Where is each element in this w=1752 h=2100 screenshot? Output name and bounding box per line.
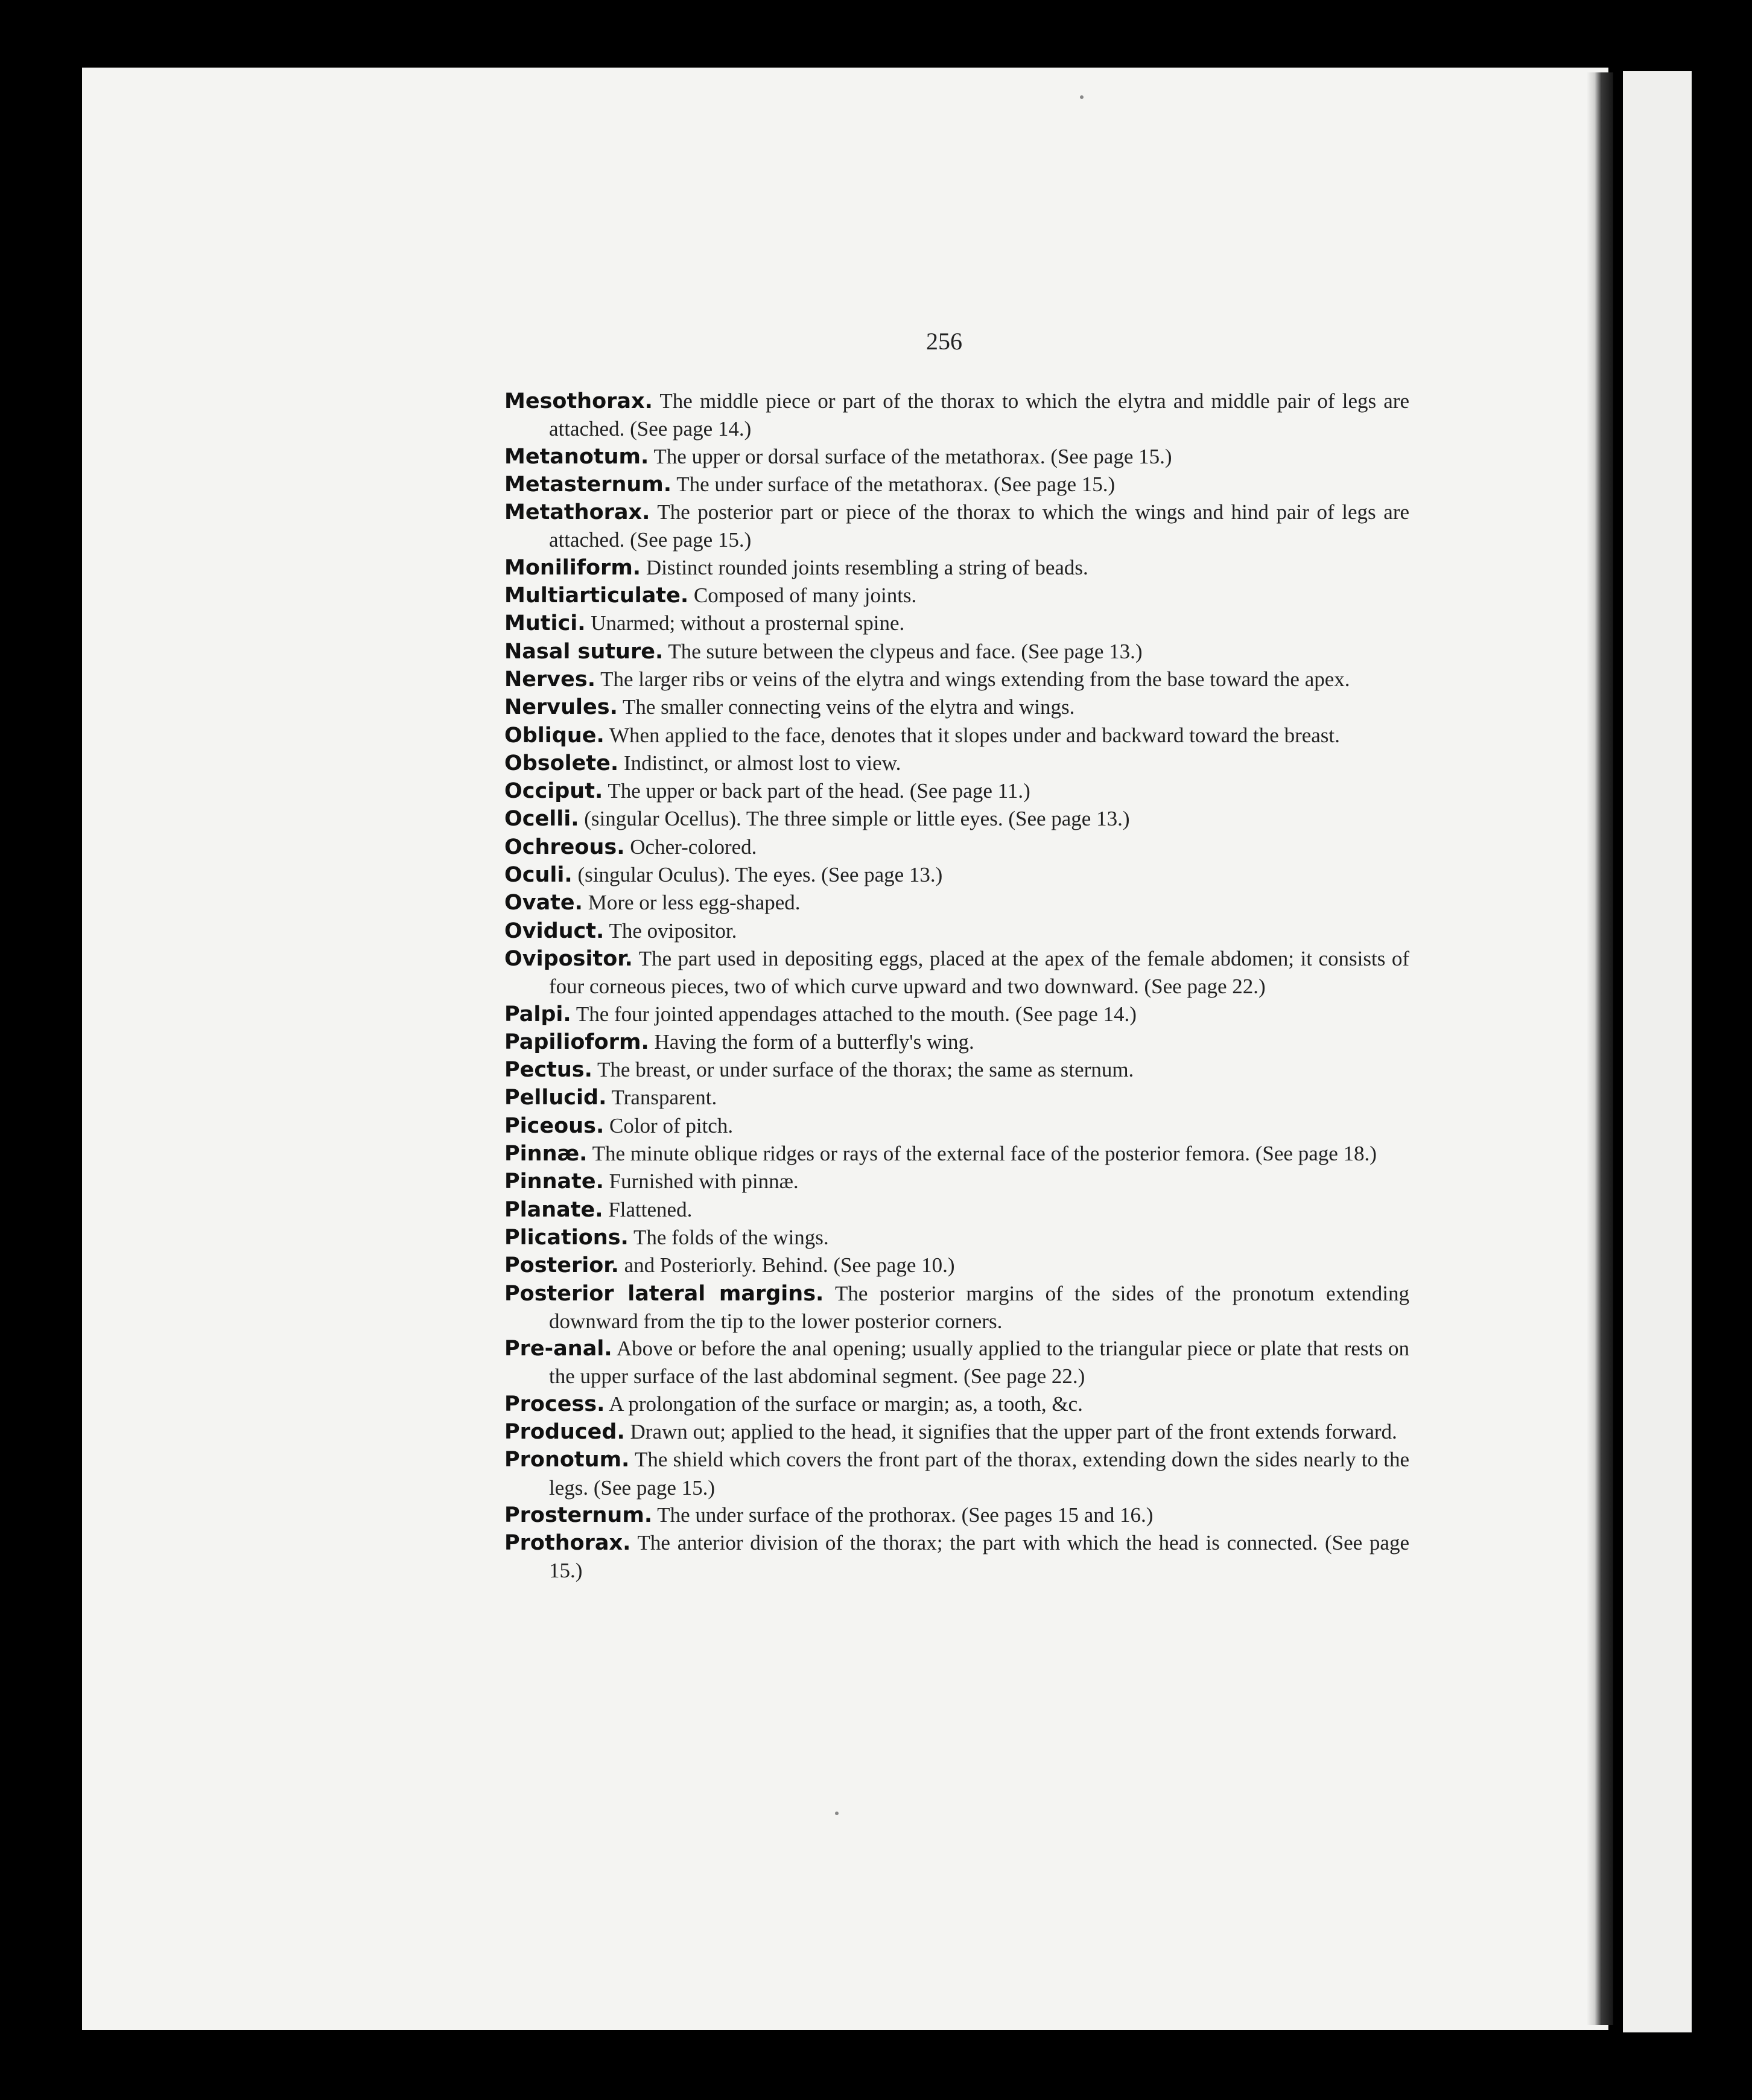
glossary-entry xyxy=(504,387,1409,443)
glossary-definition: The suture between the clypeus and face. xyxy=(668,639,1016,663)
glossary-entry xyxy=(504,1140,1409,1168)
glossary-definition: (singular Oculus). The eyes. xyxy=(577,863,816,887)
glossary-entry xyxy=(504,1418,1409,1446)
page-reference: (See page 15.) xyxy=(993,472,1116,496)
glossary-definition: The under surface of the prothorax. xyxy=(657,1503,956,1527)
glossary-definition: The breast, or under surface of the thorax; the same as sternum. xyxy=(597,1058,1134,1082)
glossary-definition: The ovipositor. xyxy=(609,918,737,943)
glossary-term: Palpi . xyxy=(504,1002,571,1026)
dust-speck xyxy=(835,1812,839,1815)
glossary-entry xyxy=(504,833,1409,861)
glossary-entry xyxy=(504,722,1409,749)
glossary-entry xyxy=(504,1112,1409,1140)
glossary-definition: Drawn out; applied to the head, it signifies that the upper part of the front extends forward. xyxy=(630,1419,1397,1443)
glossary-definition: The part used in depositing eggs, placed at the apex of the female abdomen; it consists of four corneous pieces, two of which curve upward and two downward. xyxy=(549,946,1409,999)
glossary-definition: Composed of many joints. xyxy=(693,584,917,608)
glossary-definition: Above or before the anal opening; usually applied to the triangular piece or plate that rests on the upper surface of the last abdominal segment. xyxy=(549,1337,1409,1389)
glossary-definition: Having the form of a butterfly's wing. xyxy=(654,1029,974,1054)
glossary-term: Oculi . xyxy=(504,863,573,887)
glossary-definition: More or less egg-shaped. xyxy=(588,891,801,915)
glossary-term: Plications . xyxy=(504,1226,629,1250)
page-reference: (See page 15.) xyxy=(630,528,752,552)
page-reference: (See page 13.) xyxy=(821,863,943,887)
page-reference: (See page 13.) xyxy=(1021,639,1143,663)
page-reference: (See page 15.) xyxy=(549,1531,1410,1583)
glossary-entry xyxy=(504,609,1409,637)
page-reference: (See page 22.) xyxy=(1144,975,1266,999)
glossary-term: Pinnate . xyxy=(504,1169,604,1194)
glossary-entry xyxy=(504,1196,1409,1224)
page-reference: (See page 18.) xyxy=(1255,1142,1377,1166)
glossary-term: Obsolete . xyxy=(504,751,618,775)
glossary-definition: The four jointed appendages attached to the mouth. xyxy=(576,1002,1011,1026)
page-reference: (See page 10.) xyxy=(833,1253,955,1278)
glossary-entry xyxy=(504,1446,1409,1501)
glossary-entry xyxy=(504,1168,1409,1195)
glossary-term: Ovipositor . xyxy=(504,947,633,971)
dust-speck xyxy=(1080,95,1084,99)
glossary-term: Ovate . xyxy=(504,891,583,915)
glossary-entry xyxy=(504,1280,1409,1335)
glossary-term: Multiarticulate . xyxy=(504,584,688,608)
page-reference: (See pages 15 and 16.) xyxy=(961,1503,1154,1527)
glossary-entry xyxy=(504,693,1409,721)
glossary-term: Piceous . xyxy=(504,1114,604,1138)
glossary-term: Pre-anal . xyxy=(504,1337,612,1361)
glossary-definition: The upper or back part of the head. xyxy=(608,779,905,803)
glossary-entry xyxy=(504,1335,1409,1390)
glossary-entry xyxy=(504,889,1409,917)
glossary-entry xyxy=(504,582,1409,609)
glossary-definition: Distinct rounded joints resembling a string of beads. xyxy=(646,555,1088,579)
glossary-entry xyxy=(504,1056,1409,1084)
glossary-definition: The shield which covers the front part of the thorax, extending down the sides nearly to the legs. xyxy=(549,1448,1410,1500)
glossary-entry xyxy=(504,1390,1409,1418)
glossary-definition: (singular Ocellus). The three simple or little eyes. xyxy=(584,807,1003,831)
glossary-definition: The posterior margins of the sides of the pronotum extending downward from the tip to the lower posterior corners. xyxy=(549,1281,1409,1333)
glossary-entry xyxy=(504,1224,1409,1252)
glossary-definition: The posterior part or piece of the thorax to which the wings and hind pair of legs are attached. xyxy=(549,500,1410,552)
glossary-term: Pinnæ . xyxy=(504,1142,587,1166)
glossary-definition: Color of pitch. xyxy=(609,1113,734,1138)
glossary-term: Ochreous . xyxy=(504,835,625,859)
glossary-term: Ocelli . xyxy=(504,807,579,831)
glossary-term: Process . xyxy=(504,1392,605,1416)
glossary-term: Nasal suture . xyxy=(504,640,663,664)
glossary-definition: The middle piece or part of the thorax to which the elytra and middle pair of legs are attached. xyxy=(549,389,1410,441)
page-reference: (See page 14.) xyxy=(630,417,752,441)
glossary-entry xyxy=(504,1529,1409,1585)
glossary-entry xyxy=(504,777,1409,805)
glossary-definition: Ocher-colored. xyxy=(630,835,757,859)
glossary-term: Oviduct . xyxy=(504,919,604,943)
page-reference: (See page 14.) xyxy=(1015,1002,1137,1026)
glossary-definition: Unarmed; without a prosternal spine. xyxy=(591,611,905,635)
glossary-entry xyxy=(504,861,1409,889)
glossary-term: Pellucid . xyxy=(504,1086,606,1110)
book-spine xyxy=(1587,72,1613,2025)
glossary-term: Prosternum . xyxy=(504,1503,652,1527)
glossary-term: Pectus . xyxy=(504,1058,592,1082)
glossary-entry xyxy=(504,917,1409,945)
glossary-entry xyxy=(504,945,1409,1001)
glossary-term: Moniliform . xyxy=(504,556,641,580)
glossary-definition: and Posteriorly. Behind. xyxy=(624,1253,828,1278)
glossary-term: Metathorax . xyxy=(504,500,650,524)
glossary-term: Metasternum . xyxy=(504,472,671,497)
glossary-entry xyxy=(504,443,1409,471)
glossary-definition: The upper or dorsal surface of the metathorax. xyxy=(653,444,1046,468)
glossary-definition: The minute oblique ridges or rays of the external face of the posterior femora. xyxy=(592,1142,1251,1166)
page-reference: (See page 11.) xyxy=(909,779,1030,803)
glossary-entry xyxy=(504,1501,1409,1529)
glossary-term: Produced . xyxy=(504,1420,625,1444)
glossary-entry xyxy=(504,1252,1409,1279)
glossary-entry xyxy=(504,471,1409,498)
glossary-term: Prothorax . xyxy=(504,1531,630,1555)
glossary-term: Mutici . xyxy=(504,611,586,635)
glossary-definition: Flattened. xyxy=(608,1197,693,1221)
glossary-definition: When applied to the face, denotes that it slopes under and backward toward the breast. xyxy=(609,723,1340,747)
glossary-entry xyxy=(504,1028,1409,1056)
page-reference: (See page 22.) xyxy=(963,1364,1085,1389)
glossary-entry xyxy=(504,638,1409,666)
glossary-entry xyxy=(504,749,1409,777)
glossary-definition: The smaller connecting veins of the elytra and wings. xyxy=(623,695,1075,719)
glossary-entry xyxy=(504,1001,1409,1028)
page-number: 256 xyxy=(926,328,962,355)
glossary-term: Mesothorax . xyxy=(504,389,653,413)
page-reference: (See page 13.) xyxy=(1008,807,1130,831)
glossary-definition: The under surface of the metathorax. xyxy=(676,472,989,496)
glossary-term: Occiput . xyxy=(504,779,603,803)
glossary-term: Metanotum . xyxy=(504,445,649,469)
glossary-entry xyxy=(504,498,1409,554)
glossary-entry xyxy=(504,805,1409,833)
glossary-definition: Furnished with pinnæ. xyxy=(609,1169,799,1194)
glossary-definition: The anterior division of the thorax; the part with which the head is connected. xyxy=(637,1531,1318,1555)
glossary-definition: Indistinct, or almost lost to view. xyxy=(623,751,901,775)
glossary-entry xyxy=(504,666,1409,693)
glossary-list xyxy=(504,387,1409,1585)
page-reference: (See page 15.) xyxy=(593,1475,716,1500)
glossary-term: Oblique . xyxy=(504,724,605,748)
glossary-definition: The larger ribs or veins of the elytra and wings extending from the base toward the apex. xyxy=(600,667,1350,691)
glossary-definition: Transparent. xyxy=(611,1086,717,1110)
facing-page-edge xyxy=(1623,71,1692,2032)
glossary-definition: The folds of the wings. xyxy=(633,1225,829,1249)
glossary-term: Pronotum . xyxy=(504,1448,629,1472)
glossary-term: Posterior lateral margins . xyxy=(504,1282,824,1306)
glossary-term: Posterior . xyxy=(504,1253,619,1278)
page-reference: (See page 15.) xyxy=(1050,444,1172,468)
glossary-entry xyxy=(504,554,1409,582)
glossary-term: Nervules . xyxy=(504,695,618,719)
glossary-definition: A prolongation of the surface or margin; as, a tooth, &c. xyxy=(609,1392,1083,1416)
glossary-term: Planate . xyxy=(504,1198,603,1222)
glossary-term: Papilioform . xyxy=(504,1030,649,1054)
glossary-entry xyxy=(504,1084,1409,1112)
glossary-term: Nerves . xyxy=(504,667,595,692)
